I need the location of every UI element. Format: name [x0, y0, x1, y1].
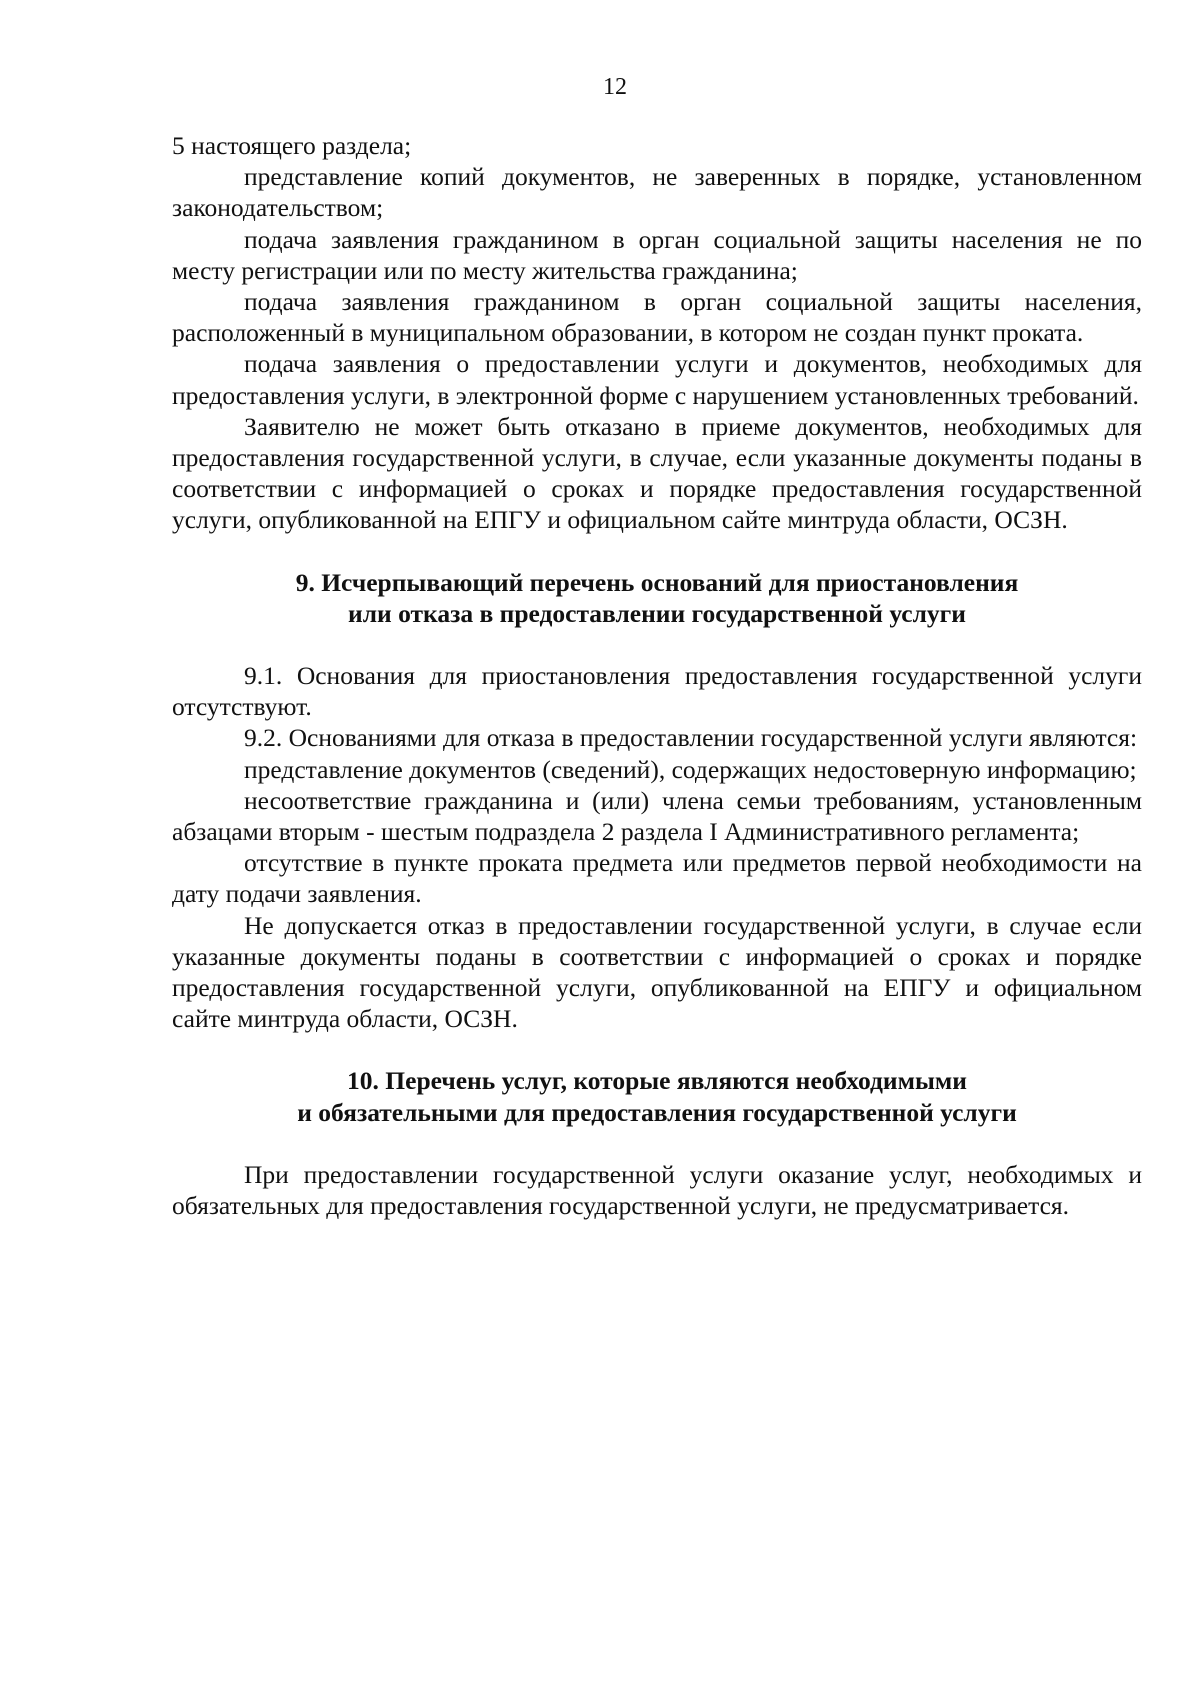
- document-body: [172, 130, 1142, 1221]
- section-10-heading-line-1: 10. Перечень услуг, которые являются необходимыми: [347, 1066, 967, 1096]
- page-number: 12: [603, 74, 627, 100]
- paragraph: представление документов (сведений), содержащих недостоверную информацию;: [244, 754, 1137, 784]
- section-10-heading: [172, 1065, 1142, 1127]
- paragraph: Заявителю не может быть отказано в приеме документов, необходимых для предоставления государственной услуги, в случае, если указанные документы поданы в соответствии с информацией о сроках и порядке предоставления государственной услуги, опубликованной на ЕПГУ и официальном сайте минтруда области, ОСЗН.: [172, 411, 1142, 535]
- paragraph: подача заявления гражданином в орган социальной защиты населения не по месту регистрации или по месту жительства гражданина;: [172, 224, 1142, 285]
- paragraph: 5 настоящего раздела;: [172, 131, 412, 160]
- section-9-body: [172, 660, 1142, 1034]
- paragraph: При предоставлении государственной услуги оказание услуг, необходимых и обязательных для предоставления государственной услуги, не предусматривается.: [172, 1159, 1142, 1221]
- section-9-heading-line-1: 9. Исчерпывающий перечень оснований для приостановления: [295, 567, 1019, 597]
- paragraph: Не допускается отказ в предоставлении государственной услуги, в случае если указанные документы поданы в соответствии с информацией о сроках и порядке предоставления государственной услуги, опубликованной на ЕПГУ и официальном сайте минтруда области, ОСЗН.: [172, 910, 1142, 1034]
- paragraph: отсутствие в пункте проката предмета или предметов первой необходимости на дату подачи заявления.: [172, 848, 1142, 909]
- paragraph: подача заявления гражданином в орган социальной защиты населения, расположенный в муниципальном образовании, в котором не создан пункт проката.: [172, 287, 1142, 348]
- paragraph: 9.1. Основания для приостановления предоставления государственной услуги отсутствуют.: [172, 661, 1142, 722]
- paragraph: несоответствие гражданина и (или) члена семьи требованиям, установленным абзацами вторым - шестым подраздела 2 раздела I Административного регламента;: [172, 785, 1142, 847]
- section-10-heading-line-2: и обязательными для предоставления государственной услуги: [297, 1097, 1017, 1127]
- section-9-heading-line-2: или отказа в предоставлении государственной услуги: [348, 598, 966, 628]
- section-10-body: [172, 1159, 1142, 1221]
- paragraph: представление копий документов, не заверенных в порядке, установленном законодательством;: [172, 162, 1142, 223]
- paragraph: 9.2. Основаниями для отказа в предоставлении государственной услуги являются:: [244, 723, 1138, 753]
- paragraph: подача заявления о предоставлении услуги и документов, необходимых для предоставления услуги, в электронной форме с нарушением установленных требований.: [172, 349, 1142, 410]
- section-9-heading: [172, 567, 1142, 629]
